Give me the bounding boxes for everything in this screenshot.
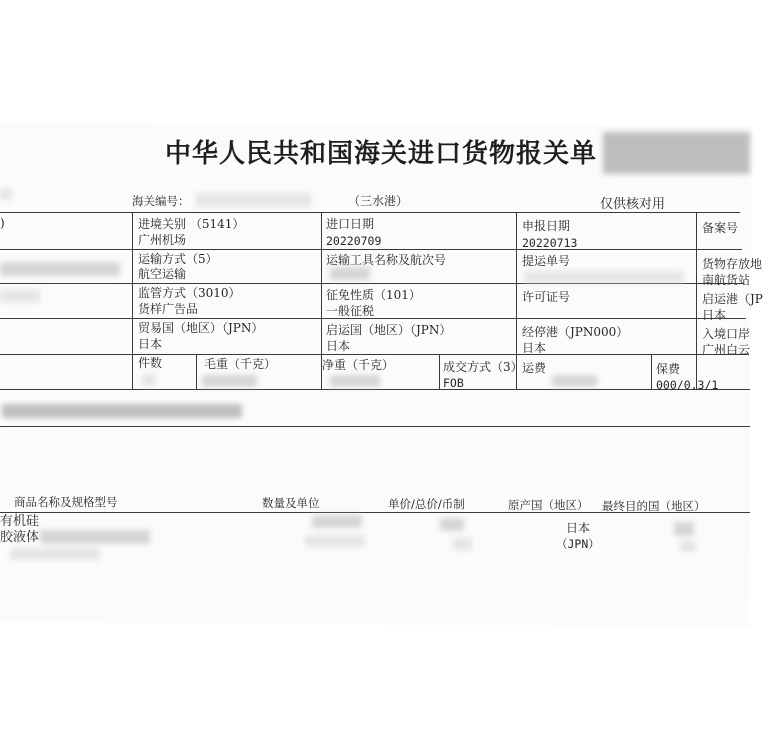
entry-point-value: 广州白云 [702, 343, 751, 357]
import-date-label: 进口日期 [326, 217, 375, 231]
storage-value: 南航货站 [702, 273, 751, 287]
redacted-vessel [330, 267, 370, 280]
customs-no-label: 海关编号： [132, 194, 190, 208]
declare-date-value: 20220713 [522, 236, 578, 250]
entry-port-value: 广州机场 [138, 233, 187, 247]
redacted-pieces [142, 374, 156, 386]
origin-country-value: 日本 [326, 339, 351, 353]
redacted-customs-no [196, 193, 311, 207]
redacted-left-edge [0, 188, 12, 200]
redacted-remarks [2, 404, 242, 418]
gross-weight-label: 毛重（千克） [204, 357, 277, 371]
item-name-line2: 胶液体 [0, 530, 40, 545]
storage-label: 货物存放地 [702, 257, 763, 271]
table-line [0, 354, 748, 355]
redacted-destination [674, 522, 694, 536]
table-line [0, 212, 740, 213]
levy-value: 一般征税 [326, 304, 375, 318]
redacted-quantity-2 [305, 535, 365, 547]
origin-country-label: 启运国（地区）（JPN） [326, 323, 452, 337]
import-date-value: 20220709 [326, 234, 382, 248]
trade-country-value: 日本 [138, 337, 163, 351]
table-line [651, 354, 652, 390]
verify-note: 仅供核对用 [600, 197, 666, 212]
redacted-consignee-2 [0, 290, 40, 302]
transaction-label: 成交方式（3） [443, 360, 523, 374]
table-line [196, 354, 197, 390]
col-price: 单价/总价/币制 [388, 497, 465, 511]
insurance-label: 保费 [656, 362, 681, 376]
redacted-price-2 [452, 538, 472, 550]
col-origin: 原产国（地区） [508, 498, 589, 512]
table-line [439, 354, 440, 390]
supervision-label: 监管方式（3010） [138, 286, 241, 300]
vessel-label: 运输工具名称及航次号 [326, 253, 447, 267]
entry-port-label: 进境关别 （5141） [138, 217, 245, 231]
departure-port-value: 日本 [702, 308, 727, 322]
port-note: （三水港） [348, 194, 409, 208]
levy-label: 征免性质（101） [326, 288, 421, 302]
table-line [0, 283, 744, 284]
item-origin: 日本 [566, 521, 591, 535]
trade-country-label: 贸易国（地区）（JPN） [138, 321, 264, 335]
net-weight-label: 净重（千克） [322, 358, 395, 372]
transport-mode-label: 运输方式（5） [138, 252, 218, 266]
redacted-gross-weight [202, 375, 257, 387]
redacted-destination-2 [680, 540, 696, 552]
redacted-price [440, 518, 464, 531]
entry-point-label: 入境口岸 [702, 327, 751, 341]
license-label: 许可证号 [522, 290, 571, 304]
item-name-line1: 有机硅 [0, 514, 40, 529]
table-line [132, 212, 133, 390]
transport-mode-value: 航空运输 [138, 267, 187, 281]
freight-label: 运费 [522, 361, 547, 375]
table-line [0, 389, 750, 390]
transit-port-value: 日本 [522, 341, 547, 355]
departure-port-label: 启运港（JP [702, 292, 763, 306]
table-line [0, 426, 750, 427]
pieces-label: 件数 [138, 356, 163, 370]
item-origin-code: （JPN） [556, 537, 600, 551]
form-title: 中华人民共和国海关进口货物报关单 [165, 139, 598, 169]
redacted-quantity [312, 515, 362, 528]
transaction-value: FOB [443, 376, 464, 390]
redacted-item-spec [40, 530, 150, 544]
redacted-form-id [603, 132, 750, 174]
col-destination: 最终目的国（地区） [602, 499, 706, 513]
redacted-net-weight [330, 375, 380, 387]
left-cell-fragment: ) [0, 216, 5, 230]
bill-no-label: 提运单号 [522, 254, 571, 268]
redacted-consignee [0, 262, 120, 276]
redacted-freight [552, 375, 597, 387]
redacted-item-spec-2 [10, 548, 100, 560]
table-line [0, 318, 746, 319]
table-line [696, 212, 697, 390]
table-line [0, 249, 742, 250]
insurance-value: 000/0.3/1 [656, 378, 719, 392]
redacted-bill-no [524, 271, 684, 283]
transit-port-label: 经停港（JPN000） [522, 325, 629, 339]
record-no-label: 备案号 [702, 221, 739, 235]
supervision-value: 货样广告品 [138, 302, 199, 316]
col-quantity: 数量及单位 [262, 496, 320, 510]
declare-date-label: 申报日期 [522, 219, 571, 233]
col-goods-name: 商品名称及规格型号 [14, 495, 118, 509]
